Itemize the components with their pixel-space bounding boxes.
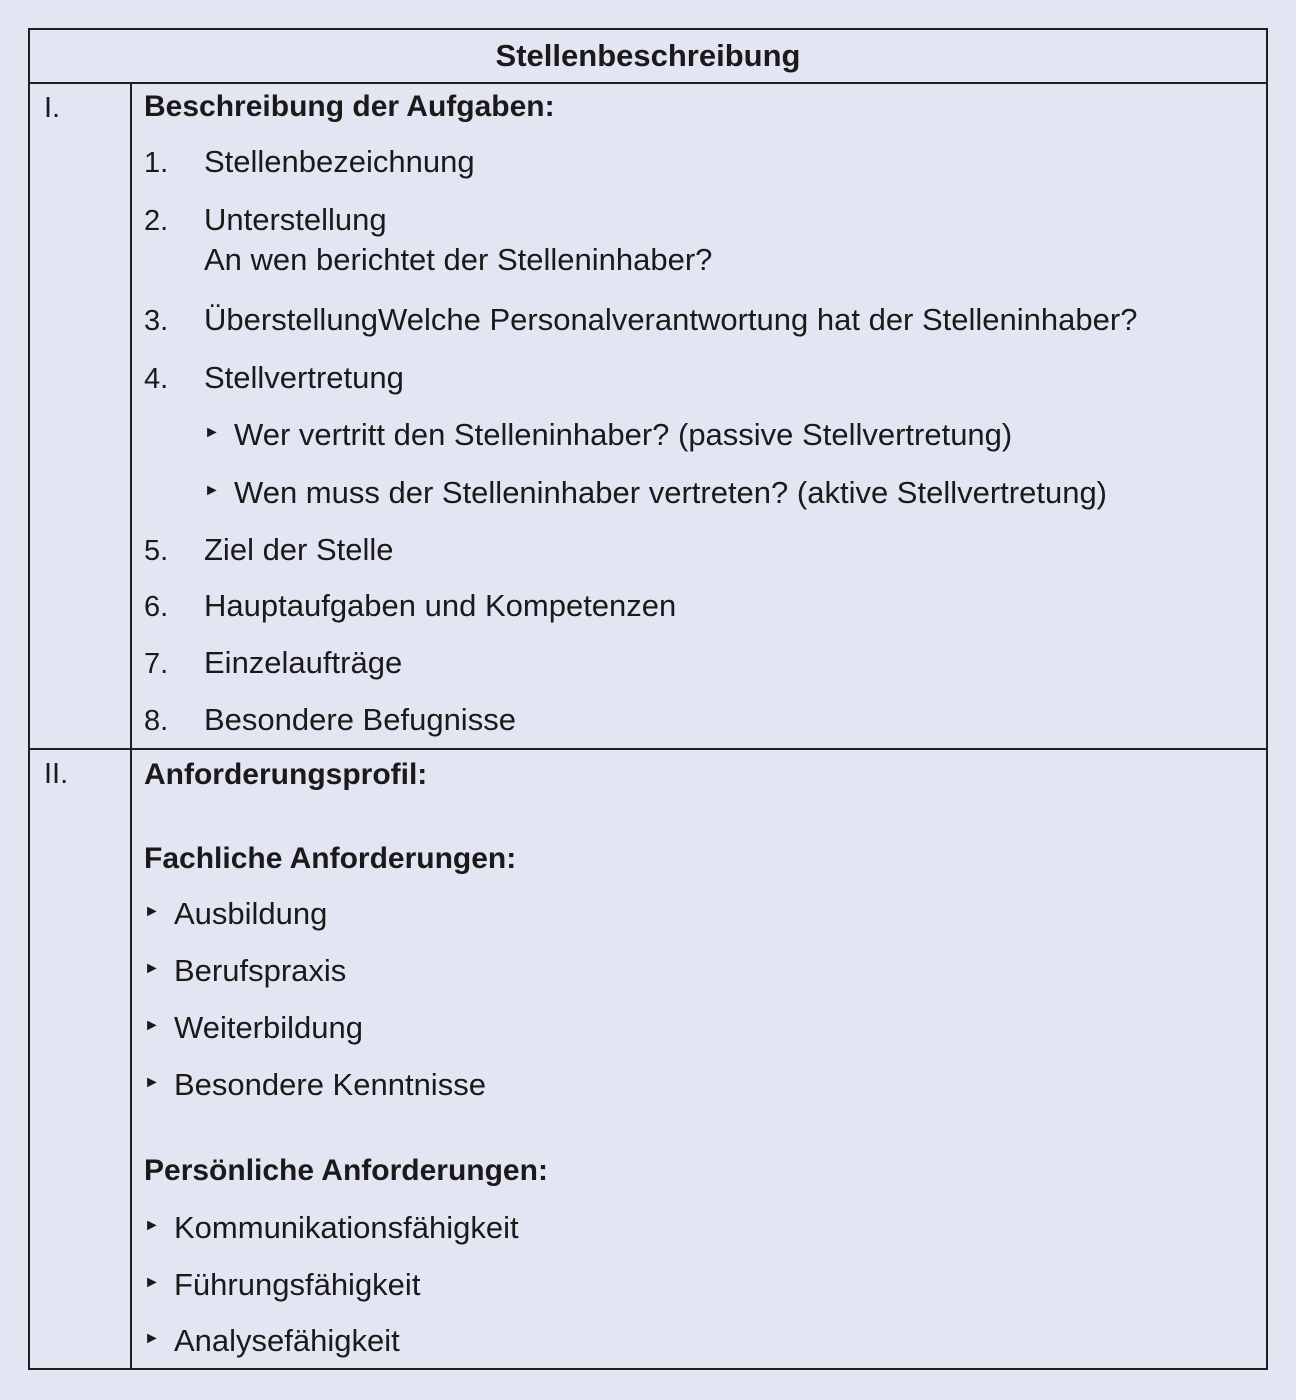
list-item [144, 144, 475, 180]
bullet-text: Wer vertritt den Stelleninhaber? (passive Stellvertretung) [234, 417, 1013, 452]
triangle-right-icon: ► [144, 1273, 160, 1291]
item-number: 7. [144, 648, 169, 680]
item-text: Besondere Befugnisse [204, 702, 516, 737]
list-item [144, 645, 402, 681]
section-numeral: II. [44, 758, 69, 790]
list-item [204, 475, 1107, 511]
triangle-right-icon: ► [144, 1073, 160, 1091]
list-item [144, 896, 327, 932]
list-item [144, 302, 1137, 338]
item-number: 2. [144, 205, 169, 237]
column-divider [130, 84, 132, 748]
section-task-description [30, 84, 1266, 750]
item-number: 3. [144, 305, 169, 337]
triangle-right-icon: ► [144, 1016, 160, 1034]
list-item [144, 953, 346, 989]
item-text: Einzelaufträge [204, 645, 403, 680]
item-text: Stellenbezeichnung [204, 144, 475, 179]
triangle-right-icon: ► [204, 423, 220, 441]
list-item [144, 1323, 400, 1359]
column-divider [130, 750, 132, 1370]
item-number: 6. [144, 591, 169, 623]
bullet-text: Wen muss der Stelleninhaber vertreten? (aktive Stellvertretung) [234, 475, 1108, 510]
list-item [144, 1010, 363, 1046]
triangle-right-icon: ► [144, 1329, 160, 1347]
bullet-text: Weiterbildung [174, 1010, 363, 1045]
job-description-table [28, 28, 1268, 1370]
bullet-text: Berufspraxis [174, 953, 347, 988]
item-subtext: An wen berichtet der Stelleninhaber? [204, 242, 713, 277]
triangle-right-icon: ► [144, 1216, 160, 1234]
list-item [144, 1267, 420, 1303]
list-item [144, 588, 676, 624]
section-numeral: I. [44, 92, 61, 124]
section-heading: Anforderungsprofil: [144, 758, 428, 791]
item-number: 1. [144, 147, 169, 179]
list-item [144, 1067, 486, 1103]
item-number: 8. [144, 705, 169, 737]
table-title: Stellenbeschreibung [30, 30, 1266, 84]
bullet-text: Kommunikationsfähigkeit [174, 1210, 519, 1245]
item-number: 5. [144, 535, 169, 567]
bullet-text: Besondere Kenntnisse [174, 1067, 486, 1102]
item-number: 4. [144, 363, 169, 395]
list-item [204, 417, 1012, 453]
triangle-right-icon: ► [144, 902, 160, 920]
item-text: Hauptaufgaben und Kompetenzen [204, 588, 677, 623]
triangle-right-icon: ► [144, 959, 160, 977]
section-requirements-profile [30, 750, 1266, 1370]
list-item [144, 532, 394, 568]
item-text: Unterstellung [204, 202, 387, 237]
item-text: Stellvertretung [204, 360, 404, 395]
list-item [144, 360, 404, 396]
subsection-heading: Fachliche Anforderungen: [144, 842, 517, 875]
bullet-text: Ausbildung [174, 896, 328, 931]
item-text: ÜberstellungWelche Personalverantwortung hat der Stelleninhaber? [204, 302, 1138, 337]
bullet-text: Führungsfähigkeit [174, 1267, 421, 1302]
list-item [144, 1210, 519, 1246]
item-text: Ziel der Stelle [204, 532, 394, 567]
section-heading: Beschreibung der Aufgaben: [144, 90, 555, 123]
bullet-text: Analysefähigkeit [174, 1323, 400, 1358]
triangle-right-icon: ► [204, 481, 220, 499]
list-item [144, 702, 516, 738]
subsection-heading: Persönliche Anforderungen: [144, 1154, 548, 1187]
list-item [144, 202, 713, 277]
